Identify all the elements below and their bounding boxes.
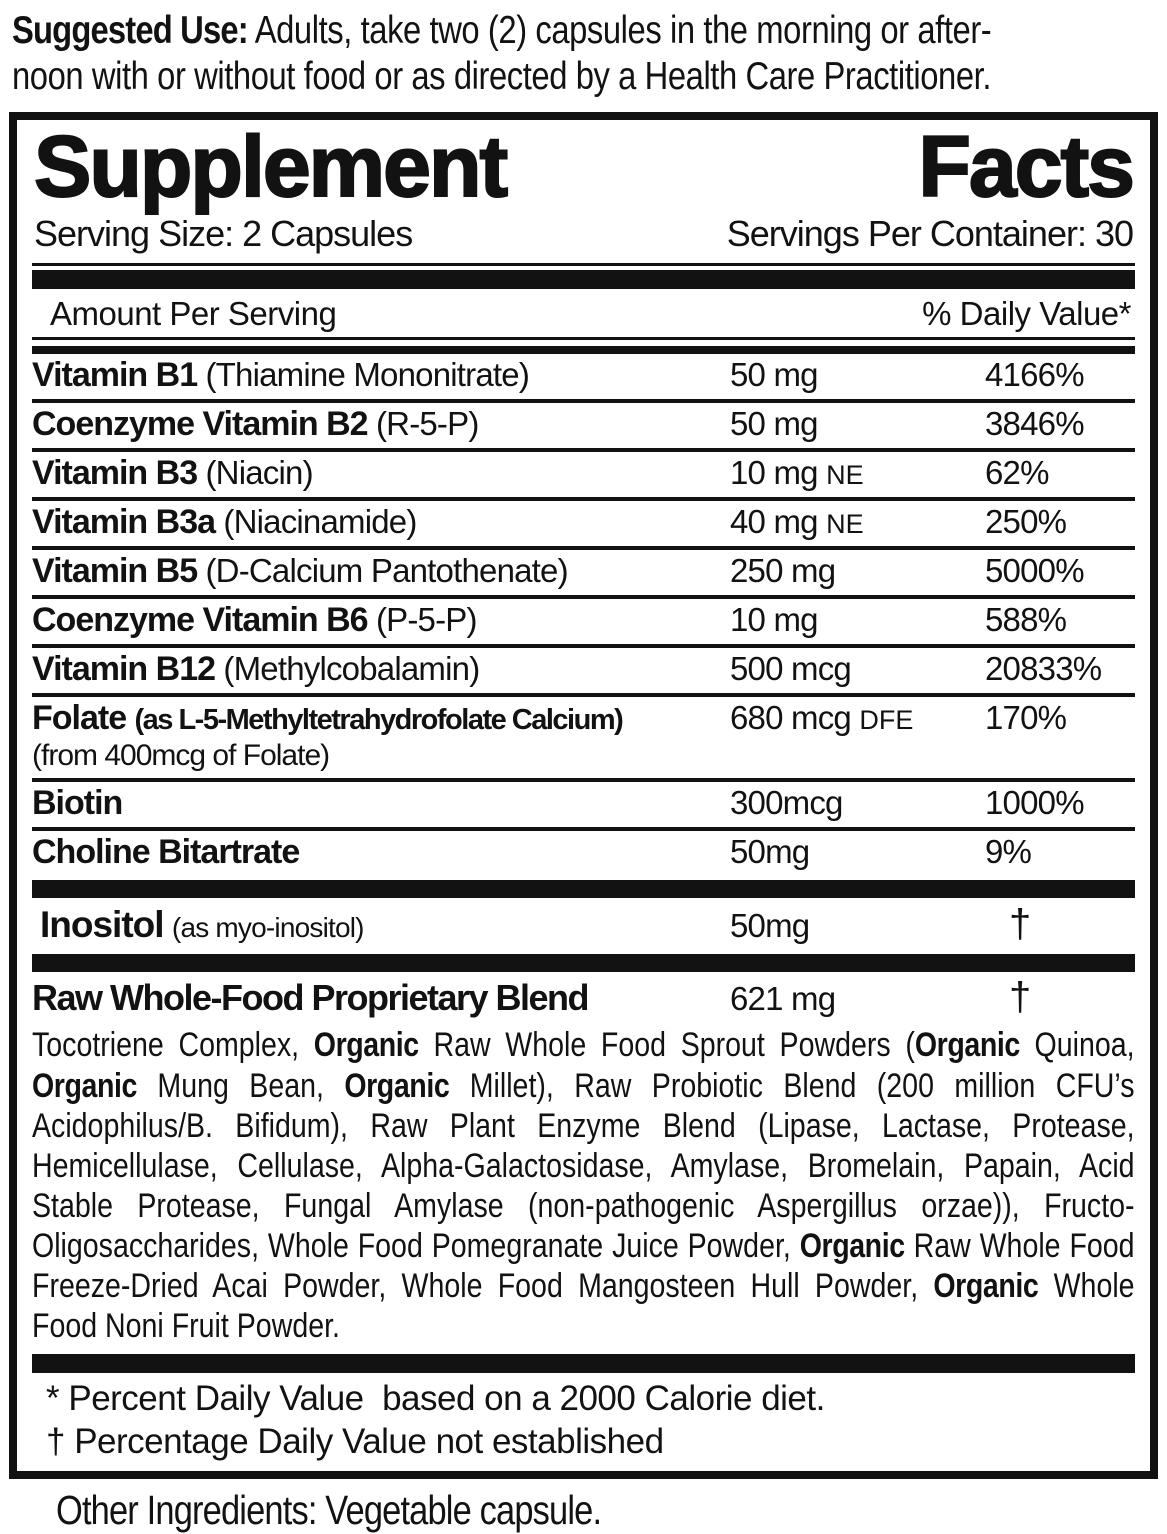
nutrient-detail: (as myo-inositol) [171,912,364,944]
nutrient-name: Raw Whole-Food Proprietary Blend [32,977,589,1019]
divider-bar [32,270,1135,289]
suggested-use-line1 [12,8,1155,54]
nutrient-row-vitamin-b3a [32,501,1135,550]
nutrient-name: Coenzyme Vitamin B2 [32,404,368,443]
daily-value-dagger: † [1009,975,1031,1020]
nutrient-name: Folate [32,699,127,738]
nutrient-row-inositol [32,902,1135,950]
nutrient-amount: 50mg [730,833,810,870]
nutrient-row-vitamin-b1 [32,354,1135,403]
footnote-percent-daily-value: * Percent Daily Value based on a 2000 Calorie diet. [46,1379,825,1419]
nutrient-name: Vitamin B1 [32,355,198,394]
nutrient-name: Coenzyme Vitamin B6 [32,601,368,640]
daily-value: 5000% [985,552,1084,590]
nutrient-name: Vitamin B12 [32,650,216,689]
nutrient-detail: (Thiamine Mononitrate) [205,355,530,393]
nutrient-amount: 10 mg [730,601,818,639]
nutrient-detail: (as L-5-Methyltetrahydrofolate Calcium) [134,704,623,737]
suggested-use-line2: noon with or without food or as directed by a Health Care Practitioner. [12,55,992,99]
nutrient-detail: (Niacin) [205,453,313,491]
nutrient-amount: 40 mg [730,503,818,541]
amount-unit-suffix: NE [826,459,864,490]
nutrient-name: Inositol [40,904,164,946]
daily-value: 588% [985,601,1067,639]
supplement-facts-panel [9,112,1158,1479]
nutrient-row-vitamin-b12 [32,648,1135,697]
suggested-use-text [0,0,1167,100]
suggested-use-line1-rest: Adults, take two (2) capsules in the morning or after- [247,9,992,52]
nutrient-name: Vitamin B3 [32,453,198,492]
thick-rule [32,346,1135,354]
nutrient-name: Choline Bitartrate [32,833,300,871]
nutrient-detail: (D-Calcium Pantothenate) [205,552,568,590]
nutrient-name: Biotin [32,783,123,822]
daily-value: 9% [985,833,1032,870]
nutrient-amount: 621 mg [730,980,836,1018]
nutrient-detail: (P-5-P) [375,601,477,639]
column-header-daily-value: % Daily Value* [922,294,1131,332]
daily-value: 250% [985,503,1067,541]
divider-bar [32,954,1135,972]
servings-per-container: Servings Per Container: 30 [726,213,1133,255]
nutrient-detail: (R-5-P) [375,404,479,442]
amount-unit-suffix: DFE [859,705,914,736]
nutrient-amount: 500 mcg [730,650,851,688]
column-header-amount: Amount Per Serving [50,294,337,332]
daily-value: 1000% [985,783,1084,821]
daily-value: 62% [985,453,1049,491]
nutrient-row-vitamin-b3 [32,452,1135,501]
nutrient-amount: 50 mg [730,355,818,393]
column-header-row [32,289,1135,337]
daily-value-dagger: † [1009,902,1031,947]
supplement-facts-title: Supplement Facts [34,119,1133,216]
nutrient-amount: 250 mg [730,552,836,590]
daily-value: 170% [985,699,1067,737]
nutrient-row-vitamin-b2 [32,403,1135,452]
nutrient-row-folate [32,697,1135,782]
amount-unit-suffix: NE [826,509,864,540]
nutrient-detail: (Niacinamide) [223,503,417,541]
nutrient-amount: 50 mg [730,404,818,442]
suggested-use-label: Suggested Use: [12,9,248,52]
footnote-dagger: † Percentage Daily Value not established [46,1421,664,1461]
nutrient-row-vitamin-b6 [32,599,1135,648]
nutrient-detail: (Methylcobalamin) [223,650,480,688]
blend-ingredients-text: Tocotriene Complex, Organic Raw Whole Food Sprout Powders (Organic Quinoa, Organic Mung Bean, Organic Millet), Raw Probiotic Blend (200 million CFU’s Acidophilus/B. Bifidum), Raw Plant Enzyme Blend (Lipase, Lactase, Protease, Hemicellulase, Cellulase, Alpha-Galactosidase, Amylase, Bromelain, Papain, Acid Stable Protease, Fungal Amylase (non-pathogenic Aspergillus orzae)), Fructo-Oligosaccharides, Whole Food Pomegranate Juice Powder, Organic Raw Whole Food Freeze-Dried Acai Powder, Whole Food Mangosteen Hull Powder, Organic Whole Food Noni Fruit Powder. [32,1026,1135,1346]
proprietary-blend-row [32,976,1135,1023]
serving-size: Serving Size: 2 Capsules [34,213,413,255]
nutrient-amount: 50mg [730,907,810,945]
nutrient-row-vitamin-b5 [32,550,1135,599]
divider-bar [32,880,1135,898]
other-ingredients: Other Ingredients: Vegetable capsule. [56,1486,602,1533]
serving-info-row [32,212,1135,263]
nutrient-amount: 300mcg [730,783,843,821]
daily-value: 20833% [985,650,1102,688]
nutrient-amount: 680 mcg [730,699,851,737]
daily-value: 3846% [985,404,1084,442]
folate-source-note: (from 400mcg of Folate) [32,739,330,773]
nutrient-name: Vitamin B5 [32,552,198,591]
nutrient-name: Vitamin B3a [32,503,216,542]
footnotes [32,1373,1135,1470]
daily-value: 4166% [985,355,1084,393]
nutrient-amount: 10 mg [730,453,818,491]
nutrient-row-biotin [32,782,1135,831]
divider-bar [32,1354,1135,1373]
nutrient-row-choline [32,831,1135,876]
